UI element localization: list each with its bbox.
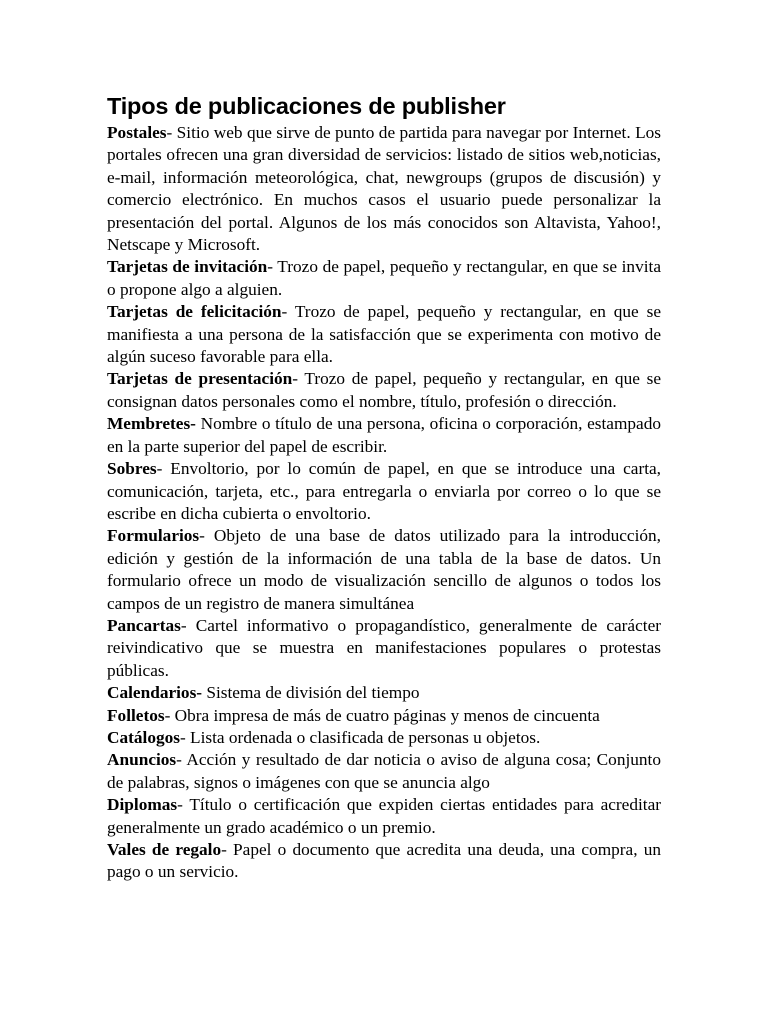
- document-title: Tipos de publicaciones de publisher: [107, 93, 506, 119]
- entry-calendarios: [107, 682, 661, 704]
- entry-definition: - Acción y resultado de dar noticia o aviso de alguna cosa; Conjunto de palabras, signos o imágenes con que se anuncia algo: [107, 750, 661, 792]
- entry-term: Sobres: [107, 459, 157, 479]
- entry-term: Folletos: [107, 705, 165, 725]
- entry-term: Anuncios: [107, 750, 177, 770]
- entry-pancartas: [107, 615, 661, 682]
- entry-term: Membretes-: [107, 414, 196, 434]
- entry-definition: - Trozo de papel, pequeño y rectangular, en que se manifiesta a una persona de la satisfacción que se experimenta con motivo de algún suceso favorable para ella.: [107, 302, 661, 367]
- entry-tarjetas-de-felicitacion: [107, 301, 661, 368]
- entry-definition: - Papel o documento que acredita una deuda, una compra, un pago o un servicio.: [107, 840, 661, 882]
- entry-term: Calendarios-: [107, 683, 203, 703]
- entry-folletos: [107, 705, 661, 727]
- entry-term: Tarjetas de presentación: [107, 369, 293, 389]
- entry-definition: - Objeto de una base de datos utilizado para la introducción, edición y gestión de la información de una tabla de la base de datos. Un formulario ofrece un modo de visualización sencillo de algunos o todos los campos de un registro de manera simultánea: [107, 526, 661, 613]
- entry-membretes: [107, 413, 661, 458]
- entry-vales-de-regalo: [107, 839, 661, 884]
- entry-definition: - Título o certificación que expiden ciertas entidades para acreditar generalmente un grado académico o un premio.: [107, 795, 661, 837]
- entry-definition: - Sitio web que sirve de punto de partida para navegar por Internet. Los portales ofrecen una gran diversidad de servicios: listado de sitios web,noticias, e-mail, información meteorológica, chat, newgroups (grupos de discusión) y comercio electrónico. En muchos casos el usuario puede personalizar la presentación del portal. Algunos de los más conocidos son Altavista, Yahoo!, Netscape y Microsoft.: [107, 123, 661, 255]
- entry-definition: - Lista ordenada o clasificada de personas u objetos.: [179, 727, 541, 747]
- entry-list: [107, 122, 661, 884]
- entry-definition: Nombre o título de una persona, oficina o corporación, estampado en la parte superior del papel de escribir.: [107, 414, 661, 456]
- entry-term: Pancartas: [107, 615, 181, 635]
- entry-term: Vales de regalo: [107, 840, 222, 859]
- entry-definition: - Trozo de papel, pequeño y rectangular, en que se consignan datos personales como el nombre, título, profesión o dirección.: [107, 369, 661, 411]
- entry-sobres: [107, 458, 661, 525]
- entry-term: Diplomas: [107, 795, 178, 815]
- entry-definition: - Cartel informativo o propagandístico, generalmente de carácter reivindicativo que se muestra en manifestaciones populares o protestas públicas.: [107, 615, 661, 680]
- entry-anuncios: [107, 749, 661, 794]
- entry-term: Tarjetas de felicitación: [107, 302, 282, 322]
- entry-postales: [107, 122, 661, 256]
- entry-definition: - Envoltorio, por lo común de papel, en que se introduce una carta, comunicación, tarjeta, etc., para entregarla o enviarla por correo o lo que se escribe en dicha cubierta o envoltorio.: [107, 459, 661, 523]
- entry-definition: - Obra impresa de más de cuatro páginas y menos de cincuenta: [164, 705, 600, 725]
- entry-definition: - Trozo de papel, pequeño y rectangular, en que se invita o propone algo a alguien.: [107, 257, 661, 299]
- entry-tarjetas-de-invitacion: [107, 256, 661, 301]
- entry-formularios: [107, 525, 661, 615]
- entry-term: Tarjetas de invitación: [107, 257, 268, 277]
- entry-definition: Sistema de división del tiempo: [202, 683, 420, 703]
- entry-catalogos: [107, 727, 661, 749]
- entry-term: Catálogos: [107, 727, 180, 747]
- entry-tarjetas-de-presentacion: [107, 368, 661, 413]
- entry-term: Postales: [107, 123, 167, 142]
- entry-term: Formularios: [107, 526, 200, 546]
- document-page: [107, 90, 661, 884]
- entry-diplomas: [107, 794, 661, 839]
